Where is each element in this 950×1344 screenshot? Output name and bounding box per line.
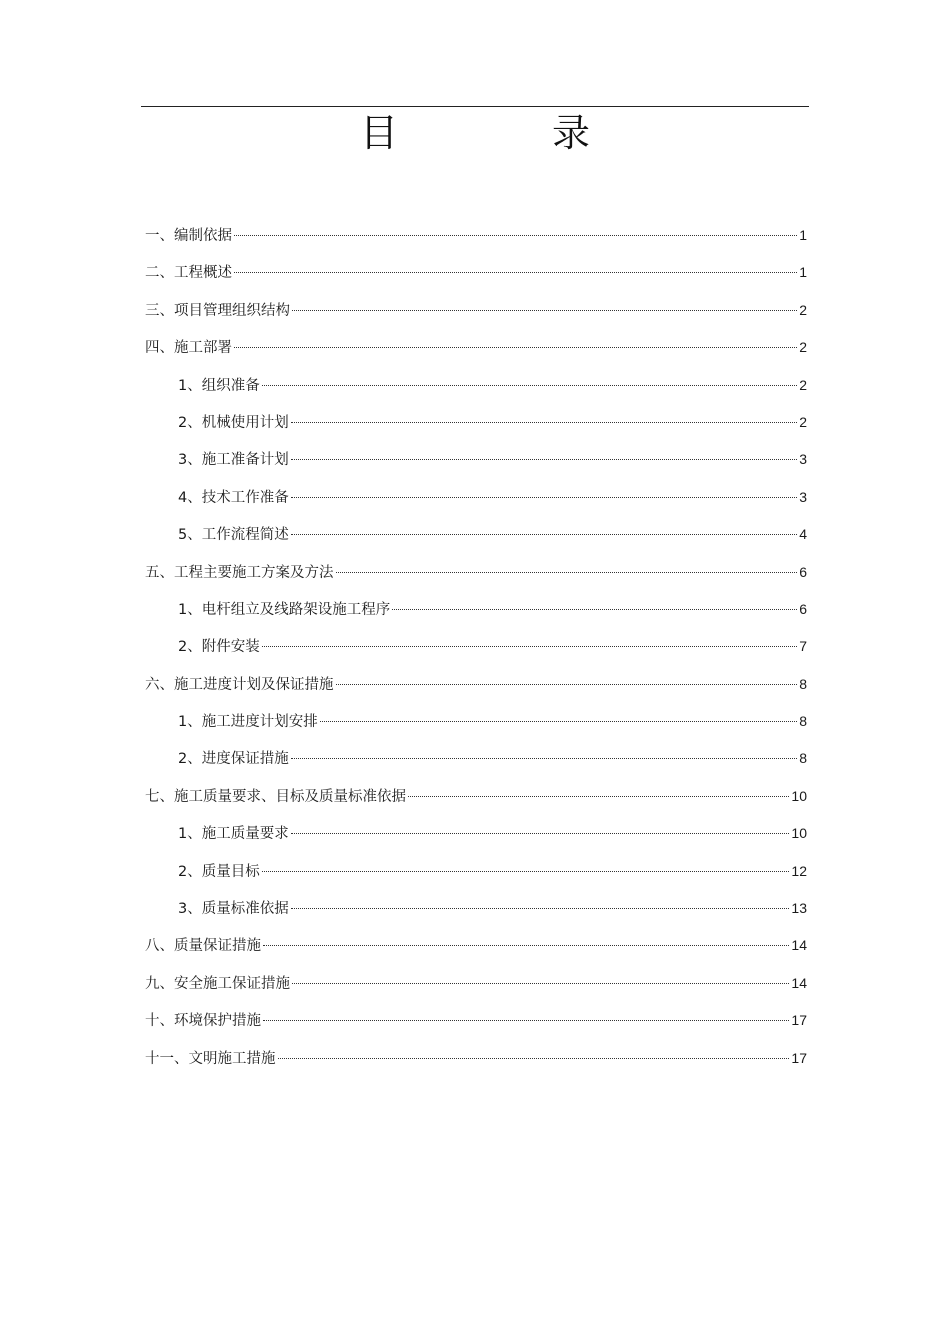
toc-entry-label: 八、质量保证措施 bbox=[145, 938, 261, 955]
toc-entry-label: 2、进度保证措施 bbox=[178, 751, 289, 768]
toc-entry-page: 12 bbox=[791, 862, 807, 879]
toc-subentry[interactable] bbox=[145, 820, 807, 857]
toc-entry[interactable] bbox=[145, 1045, 807, 1082]
toc-entry-label: 五、工程主要施工方案及方法 bbox=[145, 564, 334, 581]
dot-leader bbox=[336, 684, 798, 685]
toc-entry-label: 3、施工准备计划 bbox=[178, 452, 289, 469]
toc-entry-page: 4 bbox=[799, 526, 807, 543]
dot-leader bbox=[291, 422, 797, 423]
toc-entry-label: 九、安全施工保证措施 bbox=[145, 975, 290, 992]
toc-entry-label: 一、编制依据 bbox=[145, 228, 232, 244]
toc-entry-page: 2 bbox=[799, 376, 807, 393]
dot-leader bbox=[408, 796, 789, 797]
dot-leader bbox=[291, 758, 797, 759]
toc-entry[interactable] bbox=[145, 559, 807, 596]
toc-entry-page: 17 bbox=[791, 1049, 807, 1066]
dot-leader bbox=[291, 534, 797, 535]
toc-title: 目 录 bbox=[359, 111, 648, 155]
dot-leader bbox=[234, 272, 797, 273]
toc-entry-page: 10 bbox=[791, 787, 807, 804]
dot-leader bbox=[320, 721, 797, 722]
dot-leader bbox=[263, 1020, 789, 1021]
toc-entry-label: 1、组织准备 bbox=[178, 377, 260, 394]
toc-entry[interactable] bbox=[145, 297, 807, 334]
dot-leader bbox=[262, 646, 797, 647]
toc-entry-page: 14 bbox=[791, 937, 807, 954]
toc-entry-label: 1、施工质量要求 bbox=[178, 826, 289, 843]
toc-entry-page: 14 bbox=[791, 974, 807, 991]
toc-entry-label: 七、施工质量要求、目标及质量标准依据 bbox=[145, 788, 406, 805]
toc-subentry[interactable] bbox=[145, 521, 807, 558]
dot-leader bbox=[291, 497, 797, 498]
toc-entry[interactable] bbox=[145, 783, 807, 820]
dot-leader bbox=[291, 908, 790, 909]
dot-leader bbox=[291, 459, 797, 460]
toc-subentry[interactable] bbox=[145, 446, 807, 483]
dot-leader bbox=[262, 871, 790, 872]
toc-entry-label: 4、技术工作准备 bbox=[178, 489, 289, 506]
toc-entry-page: 8 bbox=[799, 750, 807, 767]
toc-entry-page: 10 bbox=[791, 825, 807, 842]
toc-entry-page: 2 bbox=[799, 301, 807, 318]
toc-entry-label: 三、项目管理组织结构 bbox=[145, 302, 290, 319]
toc-entry-page: 6 bbox=[799, 563, 807, 580]
toc-entry-page: 8 bbox=[799, 713, 807, 730]
toc-entry[interactable] bbox=[145, 1007, 807, 1044]
toc-entry-label: 5、工作流程简述 bbox=[178, 527, 289, 544]
toc-entry-label: 十一、文明施工措施 bbox=[145, 1050, 276, 1067]
toc-entry-label: 1、施工进度计划安排 bbox=[178, 714, 318, 731]
toc-entry-page: 17 bbox=[791, 1012, 807, 1029]
toc-subentry[interactable] bbox=[145, 708, 807, 745]
toc-entry-label: 四、施工部署 bbox=[145, 340, 232, 357]
toc-entry-page: 6 bbox=[799, 600, 807, 617]
dot-leader bbox=[234, 235, 797, 236]
toc-entry-page: 13 bbox=[791, 900, 807, 917]
toc-entry-page: 1 bbox=[799, 227, 807, 243]
toc-entry-label: 六、施工进度计划及保证措施 bbox=[145, 676, 334, 693]
table-of-contents bbox=[145, 222, 807, 1082]
toc-subentry[interactable] bbox=[145, 409, 807, 446]
dot-leader bbox=[262, 385, 797, 386]
toc-entry-page: 3 bbox=[799, 451, 807, 468]
toc-subentry[interactable] bbox=[145, 633, 807, 670]
toc-subentry[interactable] bbox=[145, 372, 807, 409]
dot-leader bbox=[392, 609, 797, 610]
toc-entry[interactable] bbox=[145, 970, 807, 1007]
toc-entry-page: 1 bbox=[799, 264, 807, 281]
toc-entry[interactable] bbox=[145, 259, 807, 296]
toc-entry[interactable] bbox=[145, 932, 807, 969]
toc-subentry[interactable] bbox=[145, 858, 807, 895]
toc-subentry[interactable] bbox=[145, 484, 807, 521]
toc-entry-label: 十、环境保护措施 bbox=[145, 1013, 261, 1030]
toc-entry-label: 1、电杆组立及线路架设施工程序 bbox=[178, 601, 391, 618]
header-rule bbox=[141, 106, 809, 107]
toc-entry[interactable] bbox=[145, 334, 807, 371]
toc-entry-page: 7 bbox=[799, 638, 807, 655]
toc-entry[interactable] bbox=[145, 671, 807, 708]
dot-leader bbox=[292, 310, 797, 311]
toc-entry-page: 2 bbox=[799, 413, 807, 430]
toc-entry-label: 2、机械使用计划 bbox=[178, 414, 289, 431]
toc-entry-label: 2、质量目标 bbox=[178, 863, 260, 880]
toc-subentry[interactable] bbox=[145, 596, 807, 633]
toc-entry-label: 3、质量标准依据 bbox=[178, 901, 289, 918]
dot-leader bbox=[234, 347, 797, 348]
dot-leader bbox=[263, 945, 789, 946]
dot-leader bbox=[278, 1058, 790, 1059]
toc-entry[interactable] bbox=[145, 222, 807, 259]
dot-leader bbox=[291, 833, 790, 834]
dot-leader bbox=[292, 983, 789, 984]
toc-subentry[interactable] bbox=[145, 745, 807, 782]
toc-entry-page: 2 bbox=[799, 339, 807, 356]
toc-entry-label: 二、工程概述 bbox=[145, 265, 232, 282]
toc-subentry[interactable] bbox=[145, 895, 807, 932]
toc-entry-page: 8 bbox=[799, 675, 807, 692]
dot-leader bbox=[336, 572, 798, 573]
toc-entry-page: 3 bbox=[799, 488, 807, 505]
toc-entry-label: 2、附件安装 bbox=[178, 639, 260, 656]
